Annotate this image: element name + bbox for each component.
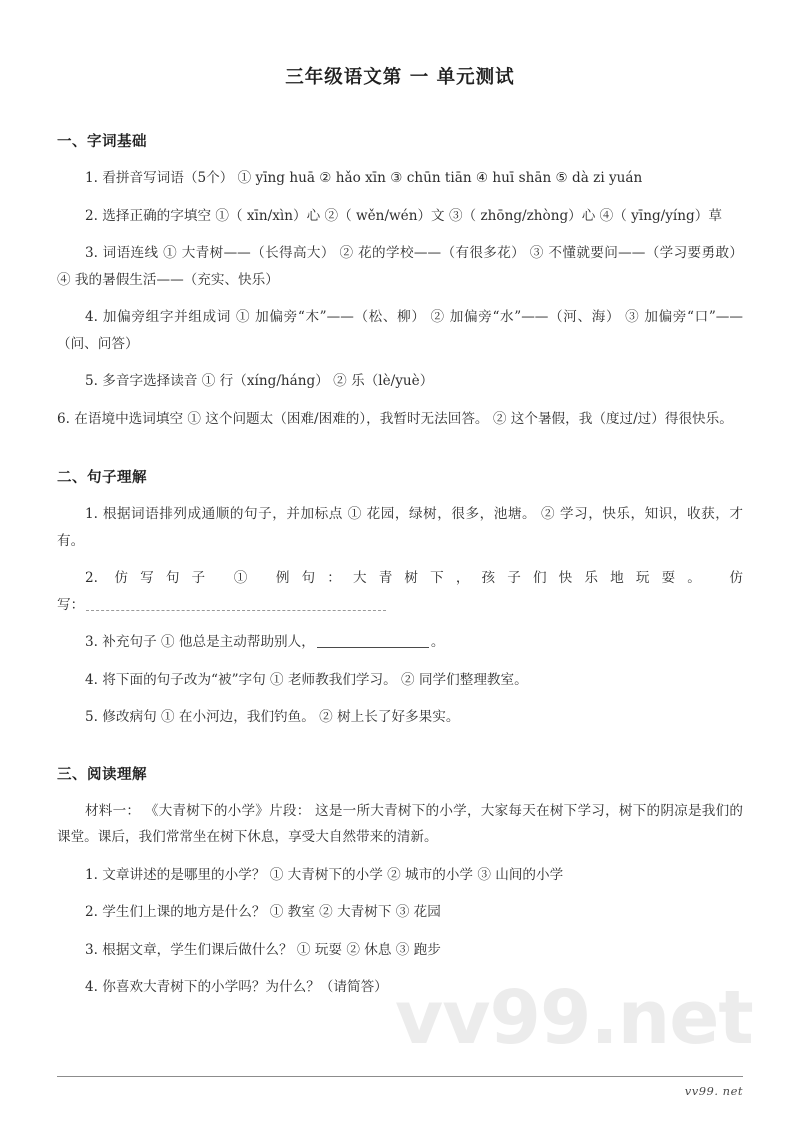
- page-title: 三年级语文第 一 单元测试: [285, 67, 515, 88]
- reading-passage: 材料一： 《大青树下的小学》片段： 这是一所大青树下的小学，大家每天在树下学习，树下的阴凉是我们的课堂。课后，我们常常坐在树下休息，享受大自然带来的清新。: [57, 802, 743, 845]
- question-2-3-period: 。: [430, 634, 445, 650]
- question-2-1: 1. 根据词语排列成通顺的句子，并加标点 ① 花园，绿树，很多，池塘。 ② 学习，快乐，知识，收获，才有。: [57, 506, 743, 549]
- question-2-2: 2. 仿写句子 ① 例句：大青树下，孩子们快乐地玩耍。 仿: [85, 570, 743, 586]
- section-heading-3: 三、阅读理解: [57, 766, 147, 783]
- section-heading-2: 二、句子理解: [57, 470, 147, 486]
- footer-site-label: vv99. net: [684, 1084, 743, 1098]
- question-1-6: 6. 在语境中选词填空 ① 这个问题太（困难/困难的），我暂时无法回答。 ② 这个暑假，我（度过/过）得很快乐。: [57, 410, 733, 427]
- footer-divider: [57, 1076, 743, 1077]
- question-1-2: 2. 选择正确的字填空 ①（ xīn/xìn）心 ②（ wěn/wén）文 ③（ zhōng/zhòng）心 ④（ yīng/yíng）草: [85, 207, 722, 224]
- question-2-3-text: 3. 补充句子 ① 他总是主动帮助别人，: [85, 634, 315, 650]
- question-2-2-answer-label: 写：: [57, 596, 85, 613]
- question-1-1: 1. 看拼音写词语（5个） ① yīng huā ② hǎo xīn ③ chūn tiān ④ huī shān ⑤ dà zi yuán: [85, 170, 643, 186]
- question-2-5: 5. 修改病句 ① 在小河边，我们钓鱼。 ② 树上长了好多果实。: [85, 709, 460, 725]
- question-1-5: 5. 多音字选择读音 ① 行（xíng/háng） ② 乐（lè/yuè）: [85, 373, 434, 389]
- question-3-4: 4. 你喜欢大青树下的小学吗？为什么？（请简答）: [85, 979, 388, 995]
- section-heading-1: 一、字词基础: [57, 134, 147, 150]
- question-3-3: 3. 根据文章，学生们课后做什么？ ① 玩耍 ② 休息 ③ 跑步: [85, 941, 441, 958]
- question-2-3: [57, 629, 743, 656]
- answer-blank-solid[interactable]: [317, 635, 429, 648]
- page-footer: [57, 1076, 743, 1098]
- question-3-1: 1. 文章讲述的是哪里的小学？ ① 大青树下的小学 ② 城市的小学 ③ 山间的小学: [85, 866, 564, 883]
- question-2-4: 4. 将下面的句子改为“被”字句 ① 老师教我们学习。 ② 同学们整理教室。: [85, 671, 528, 688]
- question-1-3: 3. 词语连线 ① 大青树——（长得高大） ② 花的学校——（有很多花） ③ 不懂就要问——（学习要勇敢） ④ 我的暑假生活——（充实、快乐）: [57, 245, 743, 288]
- answer-blank-dashed[interactable]: [86, 598, 386, 611]
- question-2-2-answer-line: [57, 592, 743, 619]
- question-3-2: 2. 学生们上课的地方是什么？ ① 教室 ② 大青树下 ③ 花园: [85, 904, 441, 920]
- watermark-text: vv99.net: [395, 975, 753, 1061]
- question-1-4: 4. 加偏旁组字并组成词 ① 加偏旁“木”——（松、柳） ② 加偏旁“水”——（河、海） ③ 加偏旁“口”——（问、问答）: [57, 309, 743, 352]
